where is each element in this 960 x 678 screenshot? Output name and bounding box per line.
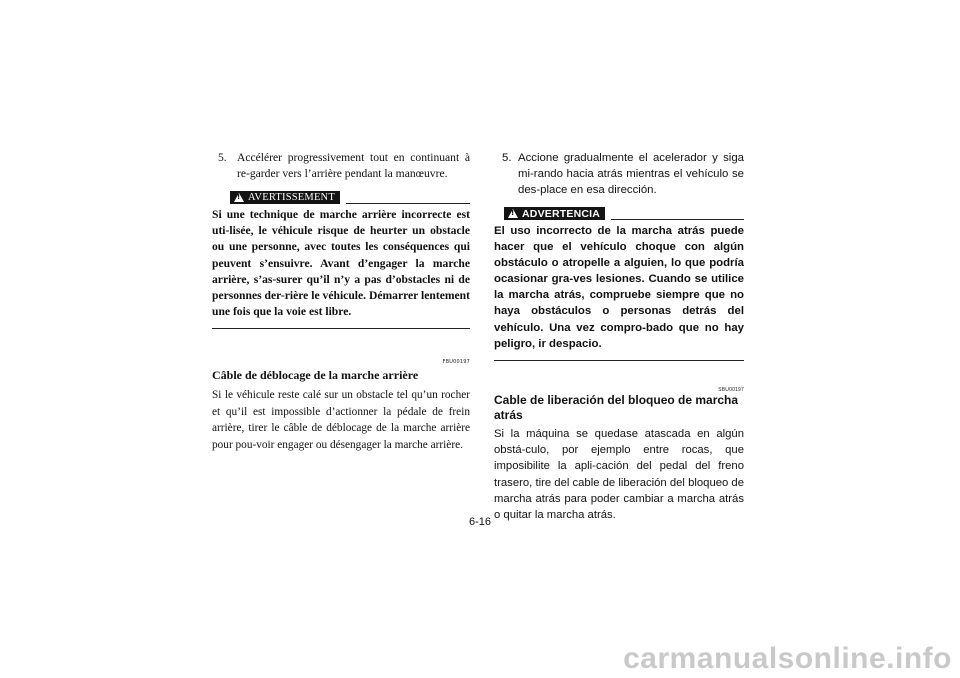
warning-label: AVERTISSEMENT xyxy=(248,192,335,203)
warning-triangle-icon xyxy=(508,209,518,218)
warning-header-fr xyxy=(212,191,470,204)
warning-label: ADVERTENCIA xyxy=(522,207,601,220)
step-number: 5. xyxy=(218,151,227,164)
page-number: 6-16 xyxy=(468,516,492,528)
warning-badge xyxy=(230,191,340,204)
step-text: Accélérer progressivement tout en continuant à re-garder vers l’arrière pendant la manœuvre. xyxy=(237,151,470,180)
warning-header-es xyxy=(494,207,744,220)
step-number: 5. xyxy=(502,152,512,164)
watermark: carmanualsonline.info xyxy=(623,642,952,675)
warning-badge xyxy=(504,207,605,220)
warning-rule xyxy=(611,219,744,220)
section-text-fr: Si le véhicule reste calé sur un obstacle tel qu’un rocher et qu’il est impossible d’actionner la pédale de frein arrière, tirer le câble de déblocage de la marche arrière pour pou-voir engager ou désengager la marche arrière. xyxy=(212,389,470,451)
french-column xyxy=(212,150,470,453)
warning-triangle-icon xyxy=(234,193,244,202)
step-5-fr xyxy=(212,150,470,182)
section-text-es: Si la máquina se quedase atascada en algún obstá-culo, por ejemplo entre rocas, que imposibilite la apli-cación del pedal del freno trasero, tire del cable de liberación del bloqueo de marcha atrás para poder cambiar a marcha atrás o quitar la marcha atrás. xyxy=(494,427,744,522)
step-text: Accione gradualmente el acelerador y siga mi-rando hacia atrás mientras el vehículo se des-place en esa dirección. xyxy=(518,152,744,196)
section-title-es: Cable de liberación del bloqueo de marcha atrás xyxy=(494,392,739,422)
warning-rule xyxy=(346,203,470,204)
warning-text-es: El uso incorrecto de la marcha atrás puede hacer que el vehículo choque con algún obstáculo o atropelle a alguien, lo que podría ocasionar gra-ves lesiones. Cuando se utilice la marcha atrás, compruebe siempre que no haya obstáculos o personas detrás del vehículo. Una vez compro-bado que no hay peligro, ir despacio. xyxy=(494,220,744,361)
step-5-es xyxy=(494,150,744,198)
section-title-fr: Câble de déblocage de la marche arrière xyxy=(212,368,419,383)
spanish-column xyxy=(494,150,744,524)
warning-text-fr: Si une technique de marche arrière incorrecte est uti-lisée, le véhicule risque de heurter un obstacle ou une personne, avec toutes les conséquences qui peuvent s’ensuivre. Avant d’engager la marche arrière, s’as-surer qu’il n’y a pas d’obstacles ni de personnes der-rière le véhicule. Démarrer lentement une fois que la voie est libre. xyxy=(212,204,470,329)
section-code-es: SBU00197 xyxy=(718,386,744,393)
section-code-fr: FBU00197 xyxy=(442,359,470,366)
